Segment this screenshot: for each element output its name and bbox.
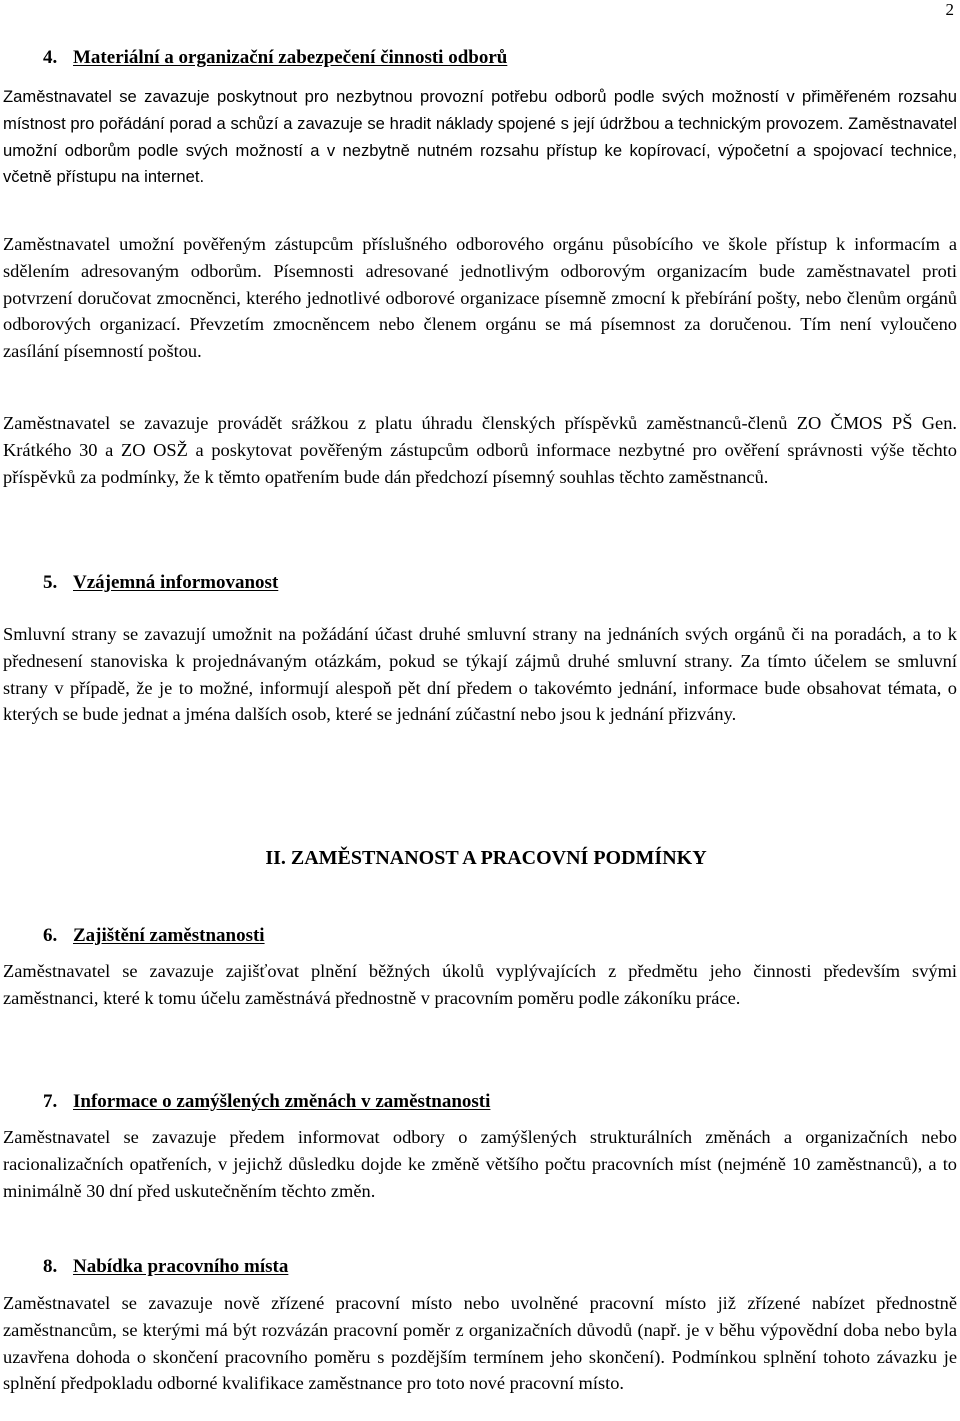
section-4-heading [43,47,507,69]
section-6-paragraph-1: Zaměstnavatel se zavazuje zajišťovat plnění běžných úkolů vyplývajících z předmětu jeho činnosti především svými zaměstnanci, které k tomu účelu zaměstnává přednostně v pracovním poměru podle zákoníku práce. [3,961,957,1008]
section-7-number: 7. [43,1091,58,1112]
section-8-title: Nabídka pracovního místa [73,1256,289,1277]
section-4-number: 4. [43,47,58,68]
section-5-title: Vzájemná informovanost [73,572,279,593]
section-8-heading [43,1256,288,1278]
section-4-paragraph-2: Zaměstnavatel umožní pověřeným zástupcům příslušného odborového orgánu působícího ve škole přístup k informacím a sdělením adresovaným odborům. Písemnosti adresované jednotlivým odborovým organizacím bude zaměstnavatel proti potvrzení doručovat zmocněnci, kterého jednotlivé odborové organizace písemně zmocní k přebírání pošty, nebo členům orgánů odborových organizací. Převzetím zmocněncem nebo členem orgánu se má písemnost za doručenou. Tím není vyloučeno zasílání písemností poštou. [3,234,957,362]
section-8-number: 8. [43,1256,58,1277]
section-6-number: 6. [43,925,58,946]
section-7-title: Informace o zamýšlených změnách v zaměstnanosti [73,1091,491,1112]
section-5-heading [43,572,278,594]
page-number: 2 [945,0,954,19]
section-8-paragraph-1: Zaměstnavatel se zavazuje nově zřízené pracovní místo nebo uvolněné pracovní místo již zřízené nabízet přednostně zaměstnancům, se kterými má být rozvázán pracovní poměr z organizačních důvodů (např. je v běhu výpovědní doba nebo byla uzavřena dohoda o skončení pracovního poměru s pozdějším termínem jeho skončení). Podmínkou splnění tohoto závazku je splnění předpokladu odborné kvalifikace zaměstnance pro toto nové pracovní místo. [3,1293,957,1394]
section-4-paragraph-1: Zaměstnavatel se zavazuje poskytnout pro nezbytnou provozní potřebu odborů podle svých možností v přiměřeném rozsahu místnost pro pořádání porad a schůzí a zavazuje se hradit náklady spojené s její údržbou a technickým provozem. Zaměstnavatel umožní odborům podle svých možností a v nezbytně nutném rozsahu přístup ke kopírovací, výpočetní a spojovací technice, včetně přístupu na internet. [3,87,957,187]
part-2-title: II. ZAMĚSTNANOST A PRACOVNÍ PODMÍNKY [265,847,707,869]
section-4-paragraph-3: Zaměstnavatel se zavazuje provádět srážkou z platu úhradu členských příspěvků zaměstnanců-členů ZO ČMOS PŠ Gen. Krátkého 30 a ZO OSŽ a poskytovat pověřeným zástupcům odborů informace nezbytné pro ověření správnosti výše těchto příspěvků za podmínky, že k těmto opatřením bude dán předchozí písemný souhlas těchto zaměstnanců. [3,413,957,487]
section-6-heading [43,925,265,947]
section-7-paragraph-1: Zaměstnavatel se zavazuje předem informovat odbory o zamýšlených strukturálních změnách a organizačních nebo racionalizačních opatřeních, v jejichž důsledku dojde ke změně většího počtu pracovních míst (nejméně 10 zaměstnanců), a to minimálně 30 dní před uskutečněním těchto změn. [3,1127,957,1201]
section-4-title: Materiální a organizační zabezpečení činnosti odborů [73,47,508,68]
section-5-paragraph-1: Smluvní strany se zavazují umožnit na požádání účast druhé smluvní strany na jednáních svých orgánů či na poradách, a to k přednesení stanoviska k projednávaným otázkám, pokud se týkají zájmů druhé smluvní strany. Za tímto účelem se smluvní strany v případě, že je to možné, informují alespoň pět dní předem o takovémto jednání, informace bude obsahovat témata, o kterých se bude jednat a jména dalších osob, které se jednání zúčastní nebo jsou k jednání přizvány. [3,624,957,725]
section-6-title: Zajištění zaměstnanosti [73,925,265,946]
section-7-heading [43,1091,490,1113]
section-5-number: 5. [43,572,58,593]
